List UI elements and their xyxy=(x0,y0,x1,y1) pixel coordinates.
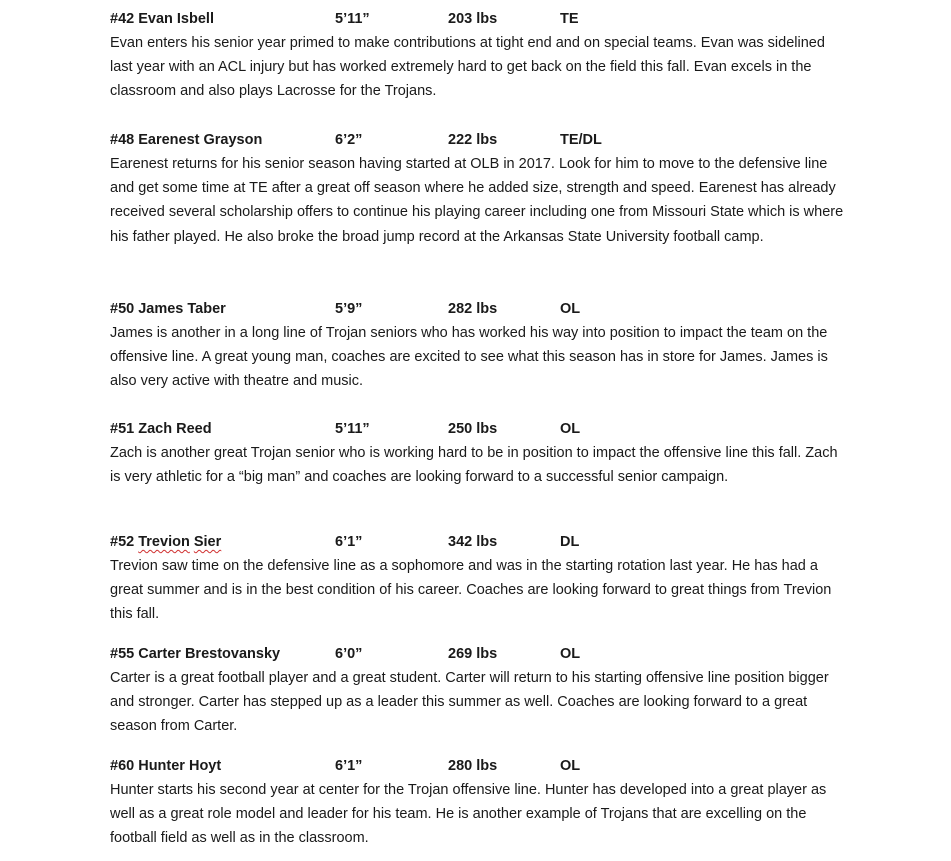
player-name: #48 Earenest Grayson xyxy=(110,132,263,148)
player-name: #42 Evan Isbell xyxy=(110,11,214,27)
player-entry xyxy=(110,530,850,627)
player-position: OL xyxy=(560,646,581,662)
player-header xyxy=(110,297,850,321)
player-weight: 342 lbs xyxy=(448,534,498,550)
player-header xyxy=(110,754,850,778)
player-height: 6’0” xyxy=(335,646,363,662)
player-bio: Zach is another great Trojan senior who is working hard to be in position to impact the offensive line this fall. Zach is very athletic for a “big man” and coaches are looking forward to a successful senior campaign. xyxy=(110,445,838,486)
player-entry xyxy=(110,642,850,739)
player-weight: 203 lbs xyxy=(448,11,498,27)
player-height: 6’1” xyxy=(335,758,363,774)
player-entry xyxy=(110,297,850,394)
player-name xyxy=(110,530,221,554)
player-height: 5’11” xyxy=(335,421,370,437)
player-height: 5’11” xyxy=(335,11,370,27)
player-entry xyxy=(110,754,850,851)
player-entry xyxy=(110,7,850,104)
player-entry xyxy=(110,417,850,489)
player-name: #60 Hunter Hoyt xyxy=(110,758,222,774)
player-weight: 282 lbs xyxy=(448,301,498,317)
player-weight: 250 lbs xyxy=(448,421,498,437)
player-bio: Trevion saw time on the defensive line as a sophomore and was in the starting rotation last year. He has had a great summer and is in the best condition of his career. Coaches are looking forward to great things from Trevion this fall. xyxy=(110,558,832,623)
player-bio: Hunter starts his second year at center for the Trojan offensive line. Hunter has developed into a great player as well as a great role model and leader for his team. He is another example of Trojans that are excelling on the football field as well as in the classroom. xyxy=(110,782,827,847)
player-weight: 222 lbs xyxy=(448,132,498,148)
player-name: #55 Carter Brestovansky xyxy=(110,646,281,662)
player-weight: 280 lbs xyxy=(448,758,498,774)
player-height: 5’9” xyxy=(335,301,363,317)
player-position: OL xyxy=(560,421,581,437)
player-header xyxy=(110,7,850,31)
player-position: OL xyxy=(560,758,581,774)
player-number: #52 xyxy=(110,534,135,550)
player-height: 6’1” xyxy=(335,534,363,550)
player-name: #51 Zach Reed xyxy=(110,421,212,437)
player-position: OL xyxy=(560,301,581,317)
player-name-last-spellcheck: Sier xyxy=(193,534,222,550)
player-header xyxy=(110,530,850,554)
player-header xyxy=(110,128,850,152)
player-position: DL xyxy=(560,534,580,550)
player-weight: 269 lbs xyxy=(448,646,498,662)
player-entry xyxy=(110,128,850,249)
player-header xyxy=(110,642,850,666)
player-bio: James is another in a long line of Trojan seniors who has worked his way into position to impact the team on the offensive line. A great young man, coaches are excited to see what this season has in store for James. James is also very active with theatre and music. xyxy=(110,325,828,390)
player-bio: Earenest returns for his senior season having started at OLB in 2017. Look for him to move to the defensive line and get some time at TE after a great off season where he added size, strength and speed. Earenest has already received several scholarship offers to continue his playing career including one from Missouri State which is where his father played. He also broke the broad jump record at the Arkansas State University football camp. xyxy=(110,156,844,245)
player-bio: Carter is a great football player and a great student. Carter will return to his starting offensive line position bigger and stronger. Carter has stepped up as a leader this summer as well. Coaches are looking forward to a great season from Carter. xyxy=(110,670,829,735)
player-name-first-spellcheck: Trevion xyxy=(138,534,190,550)
player-bio: Evan enters his senior year primed to make contributions at tight end and on special teams. Evan was sidelined last year with an ACL injury but has worked extremely hard to get back on the field this fall. Evan excels in the classroom and also plays Lacrosse for the Trojans. xyxy=(110,35,825,100)
player-position: TE/DL xyxy=(560,132,602,148)
player-name: #50 James Taber xyxy=(110,301,226,317)
player-header xyxy=(110,417,850,441)
player-position: TE xyxy=(560,11,579,27)
player-height: 6’2” xyxy=(335,132,363,148)
